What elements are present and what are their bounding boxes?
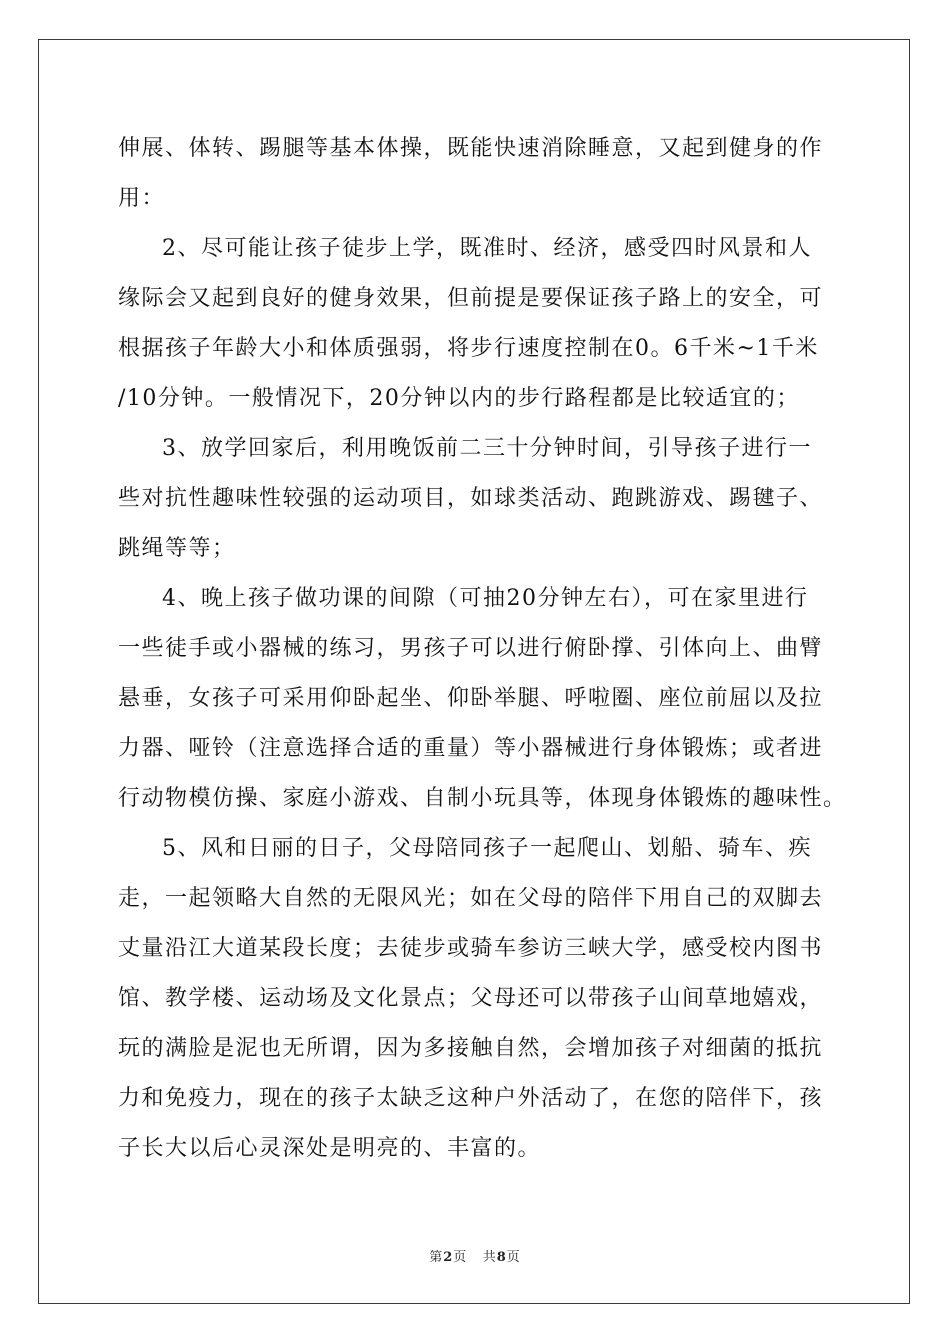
text-line: 走，一起领略大自然的无限风光；如在父母的陪伴下用自己的双脚去 bbox=[118, 886, 824, 911]
document-body bbox=[118, 124, 847, 1174]
page-prefix: 第 bbox=[429, 1250, 444, 1265]
text-line: 跳绳等等； bbox=[118, 536, 236, 561]
text-line: 玩的满脸是泥也无所谓，因为多接触自然，会增加孩子对细菌的抵抗 bbox=[118, 1036, 824, 1061]
text-line: 力器、哑铃（注意选择合适的重量）等小器械进行身体锻炼；或者进 bbox=[118, 736, 824, 761]
text-line: 行动物模仿操、家庭小游戏、自制小玩具等，体现身体锻炼的趣味性。 bbox=[118, 786, 847, 811]
text-line: 缘际会又起到良好的健身效果，但前提是要保证孩子路上的安全，可 bbox=[118, 286, 824, 311]
total-pages: 8 bbox=[496, 1250, 507, 1265]
page-suffix: 页 bbox=[453, 1250, 468, 1265]
text-line: 悬垂，女孩子可采用仰卧起坐、仰卧举腿、呼啦圈、座位前屈以及拉 bbox=[118, 686, 824, 711]
text-line: 伸展、体转、踢腿等基本体操，既能快速消除睡意，又起到健身的作 bbox=[118, 136, 824, 161]
page-number: 2 bbox=[443, 1250, 454, 1265]
text-line: 3、放学回家后，利用晚饭前二三十分钟时间，引导孩子进行一 bbox=[162, 436, 812, 461]
text-line: 力和免疫力，现在的孩子太缺乏这种户外活动了，在您的陪伴下，孩 bbox=[118, 1086, 824, 1111]
total-prefix: 共 bbox=[482, 1250, 497, 1265]
text-line: 根据孩子年龄大小和体质强弱，将步行速度控制在0。6千米~1千米 bbox=[118, 336, 819, 361]
text-line: 馆、教学楼、运动场及文化景点；父母还可以带孩子山间草地嬉戏， bbox=[118, 986, 824, 1011]
text-line: 4、晚上孩子做功课的间隙（可抽20分钟左右），可在家里进行 bbox=[162, 586, 809, 611]
total-suffix: 页 bbox=[506, 1250, 521, 1265]
text-line: 子长大以后心灵深处是明亮的、丰富的。 bbox=[118, 1136, 542, 1161]
text-line: 些对抗性趣味性较强的运动项目，如球类活动、跑跳游戏、踢毽子、 bbox=[118, 486, 824, 511]
text-line: 一些徒手或小器械的练习，男孩子可以进行俯卧撑、引体向上、曲臂 bbox=[118, 636, 824, 661]
text-line: 丈量沿江大道某段长度；去徒步或骑车参访三峡大学，感受校内图书 bbox=[118, 936, 824, 961]
page-footer bbox=[0, 1246, 950, 1265]
text-line: 5、风和日丽的日子，父母陪同孩子一起爬山、划船、骑车、疾 bbox=[162, 836, 812, 861]
text-line: 用： bbox=[118, 186, 166, 211]
text-line: /10分钟。一般情况下，20分钟以内的步行路程都是比较适宜的； bbox=[118, 386, 800, 411]
text-line: 2、尽可能让孩子徒步上学，既准时、经济，感受四时风景和人 bbox=[162, 236, 812, 261]
